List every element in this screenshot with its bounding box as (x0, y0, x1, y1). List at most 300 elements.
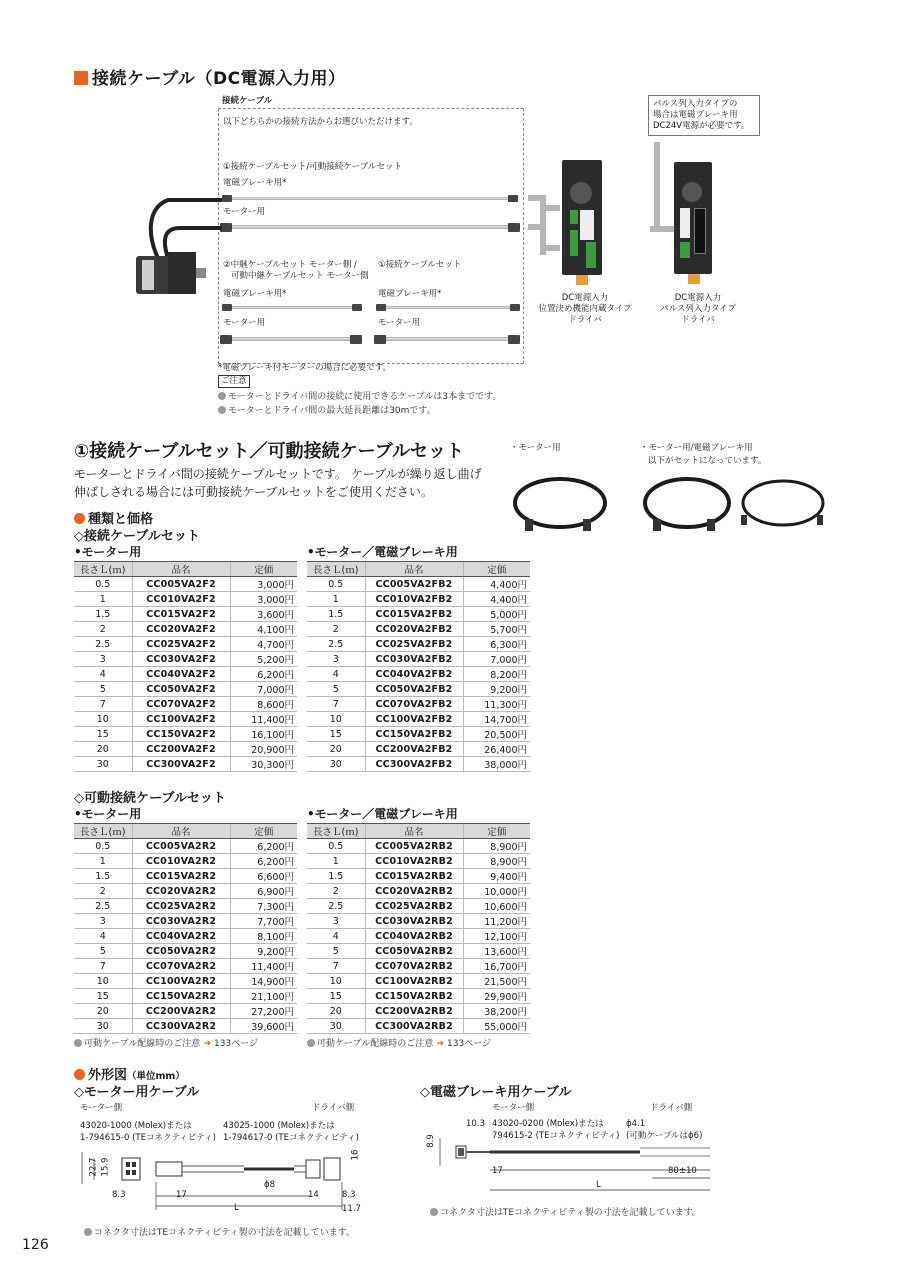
length-cell: 2 (74, 884, 132, 899)
box-intro: 以下どちらかの接続方法からお選びいただけます。 (223, 117, 418, 127)
price-cell: 4,700円 (230, 637, 297, 652)
table-row (74, 884, 297, 899)
table-row (74, 577, 297, 592)
product-name-cell: CC020VA2R2 (132, 884, 230, 899)
caution1: モーターとドライバ間の接続に使用できるケーブルは3本までです。 (218, 389, 501, 402)
length-cell: 20 (74, 1004, 132, 1019)
length-cell: 2.5 (307, 899, 365, 914)
note-te-right: コネクタ寸法はTEコネクティビティ製の寸法を記載しています。 (430, 1205, 701, 1218)
length-cell: 7 (74, 959, 132, 974)
product-name-cell: CC015VA2RB2 (365, 869, 463, 884)
opt3-motor-label: モーター用 (378, 318, 421, 328)
length-cell: 1 (307, 854, 365, 869)
table-row (74, 1019, 297, 1034)
page-ref-link[interactable]: 133ページ (447, 1039, 492, 1049)
table-row (307, 869, 530, 884)
price-cell: 5,000円 (463, 607, 530, 622)
table-row (307, 944, 530, 959)
column-header: 品名 (132, 824, 230, 839)
dim-14: 14 (308, 1190, 319, 1200)
length-cell: 1.5 (307, 607, 365, 622)
table-row (74, 1004, 297, 1019)
box-label: 接続ケーブル (222, 96, 273, 106)
dim-8-3-left: 8.3 (112, 1190, 126, 1200)
table-row (307, 682, 530, 697)
product-name-cell: CC100VA2FB2 (365, 712, 463, 727)
price-cell: 5,700円 (463, 622, 530, 637)
product-name-cell: CC200VA2FB2 (365, 742, 463, 757)
length-cell: 2.5 (74, 899, 132, 914)
product-name-cell: CC300VA2R2 (132, 1019, 230, 1034)
price-cell: 38,000円 (463, 757, 530, 772)
connector-icon (508, 195, 518, 202)
dim-11-7: 11.7 (342, 1204, 361, 1214)
price-cell: 30,300円 (230, 757, 297, 772)
option2-label-b: 可動中継ケーブルセット モーター側 (231, 271, 369, 281)
connector-icon (352, 304, 362, 311)
connector-icon (376, 304, 386, 311)
price-cell: 6,200円 (230, 854, 297, 869)
length-cell: 3 (74, 914, 132, 929)
price-cell: 21,500円 (463, 974, 530, 989)
length-cell: 7 (74, 697, 132, 712)
length-cell: 10 (74, 974, 132, 989)
opt3-motor-cable (380, 337, 516, 341)
price-cell: 10,600円 (463, 899, 530, 914)
length-cell: 2.5 (307, 637, 365, 652)
product-name-cell: CC050VA2FB2 (365, 682, 463, 697)
price-cell: 27,200円 (230, 1004, 297, 1019)
length-cell: 15 (74, 727, 132, 742)
price-cell: 16,700円 (463, 959, 530, 974)
product-name-cell: CC040VA2R2 (132, 929, 230, 944)
orange-dot-icon (74, 1069, 85, 1080)
product-name-cell: CC040VA2FB2 (365, 667, 463, 682)
table-row (307, 1019, 530, 1034)
table-row (74, 712, 297, 727)
table-row (74, 667, 297, 682)
photo2-caption-b: 以下がセットになっています。 (648, 456, 767, 466)
opt2-motor-label: モーター用 (223, 318, 266, 328)
length-cell: 4 (307, 929, 365, 944)
table-row (307, 989, 530, 1004)
price-cell: 10,000円 (463, 884, 530, 899)
price-cell: 4,400円 (463, 592, 530, 607)
table-row (307, 652, 530, 667)
length-cell: 2 (74, 622, 132, 637)
table-row (307, 884, 530, 899)
price-cell: 6,300円 (463, 637, 530, 652)
price-cell: 55,000円 (463, 1019, 530, 1034)
table-row (74, 592, 297, 607)
product-name-cell: CC040VA2RB2 (365, 929, 463, 944)
price-cell: 9,200円 (230, 944, 297, 959)
product-name-cell: CC200VA2RB2 (365, 1004, 463, 1019)
price-cell: 14,700円 (463, 712, 530, 727)
column-header: 定価 (463, 824, 530, 839)
length-cell: 0.5 (74, 577, 132, 592)
price-cell: 29,900円 (463, 989, 530, 1004)
column-header: 長さＬ(ｍ) (74, 562, 132, 577)
length-cell: 2.5 (74, 637, 132, 652)
motor-cable-title: ◇モーター用ケーブル (74, 1085, 200, 1100)
length-cell: 30 (74, 1019, 132, 1034)
option1-label: ①接続ケーブルセット/可動接続ケーブルセット (223, 162, 402, 172)
table-row (307, 667, 530, 682)
motor-cable-drawing (226, 225, 516, 229)
product-name-cell: CC020VA2F2 (132, 622, 230, 637)
table-header-row (74, 824, 297, 839)
movable-note-right: 可動ケーブル配線時のご注意 ➜ 133ページ (307, 1036, 491, 1049)
bullet-icon (218, 406, 226, 414)
bullet-icon (307, 1039, 315, 1047)
price-cell: 8,900円 (463, 854, 530, 869)
connect-line (540, 245, 560, 251)
motor-label: モーター用 (223, 207, 266, 217)
product-name-cell: CC010VA2F2 (132, 592, 230, 607)
table-row (74, 727, 297, 742)
b-phi: ϕ4.1 (626, 1119, 646, 1129)
connect-line (650, 226, 674, 232)
price-cell: 3,000円 (230, 577, 297, 592)
price-cell: 6,200円 (230, 839, 297, 854)
product-name-cell: CC015VA2FB2 (365, 607, 463, 622)
price-cell: 8,600円 (230, 697, 297, 712)
product-name-cell: CC150VA2FB2 (365, 727, 463, 742)
table-row (307, 607, 530, 622)
table-row (307, 742, 530, 757)
price-cell: 11,400円 (230, 712, 297, 727)
length-cell: 5 (74, 944, 132, 959)
m-conn-right-a: 43025-1000 (Molex)または (223, 1121, 335, 1131)
price-cell: 9,400円 (463, 869, 530, 884)
length-cell: 20 (74, 742, 132, 757)
length-cell: 10 (307, 712, 365, 727)
column-header: 長さＬ(ｍ) (74, 824, 132, 839)
price-cell: 6,600円 (230, 869, 297, 884)
mov-motor-table (74, 823, 297, 1034)
product-name-cell: CC150VA2F2 (132, 727, 230, 742)
price-cell: 16,100円 (230, 727, 297, 742)
table-row (74, 989, 297, 1004)
dim-8-9: 8.9 (425, 1134, 436, 1148)
caution-tag: ご注意 (218, 375, 250, 388)
table-row (307, 697, 530, 712)
price-cell: 3,600円 (230, 607, 297, 622)
movable-note-left: 可動ケーブル配線時のご注意 ➜ 133ページ (74, 1036, 258, 1049)
mount-tab (688, 274, 700, 284)
page-ref-link[interactable]: 133ページ (214, 1039, 259, 1049)
connect-line (540, 205, 560, 211)
dim-17: 17 (176, 1190, 187, 1200)
arrow-right-icon: ➜ (200, 1039, 215, 1049)
table-row (307, 637, 530, 652)
product-name-cell: CC200VA2F2 (132, 742, 230, 757)
m-conn-left-a: 43020-1000 (Molex)または (80, 1121, 192, 1131)
section2-title: ①接続ケーブルセット／可動接続ケーブルセット (74, 441, 464, 462)
price-cell: 11,200円 (463, 914, 530, 929)
table-row (307, 974, 530, 989)
length-cell: 30 (307, 1019, 365, 1034)
b-conn-a: 43020-0200 (Molex)または (492, 1119, 604, 1129)
opt3-brake-label: 電磁ブレーキ用* (378, 289, 442, 299)
price-cell: 6,200円 (230, 667, 297, 682)
product-name-cell: CC300VA2RB2 (365, 1019, 463, 1034)
option3-label: ①接続ケーブルセット (378, 260, 462, 270)
table-row (74, 607, 297, 622)
mount-tab (576, 275, 588, 285)
price-heading: 種類と価格 (74, 508, 153, 527)
table-row (307, 757, 530, 772)
price-cell: 7,000円 (230, 682, 297, 697)
length-cell: 15 (307, 727, 365, 742)
dim-10-3: 10.3 (466, 1119, 485, 1129)
product-name-cell: CC050VA2F2 (132, 682, 230, 697)
product-name-cell: CC300VA2FB2 (365, 757, 463, 772)
driver-side-label: ドライバ側 (312, 1103, 355, 1113)
price-cell: 21,100円 (230, 989, 297, 1004)
product-name-cell: CC200VA2R2 (132, 1004, 230, 1019)
dim-80: 80±10 (668, 1166, 697, 1176)
length-cell: 30 (307, 757, 365, 772)
dim-L-motor: L (234, 1203, 239, 1213)
price-cell: 5,200円 (230, 652, 297, 667)
arrow-right-icon: ➜ (433, 1039, 448, 1049)
b-driver-side-label: ドライバ側 (650, 1103, 693, 1113)
photo2-caption-a: ・モーター用/電磁ブレーキ用 (640, 443, 753, 453)
connector-icon (222, 304, 232, 311)
price-cell: 20,500円 (463, 727, 530, 742)
dim-22-7: 22.7 (88, 1157, 99, 1177)
price-cell: 11,400円 (230, 959, 297, 974)
driver-pulse-image (674, 162, 712, 274)
dim-16: 16 (350, 1149, 361, 1161)
table-row (74, 974, 297, 989)
opt2-brake-label: 電磁ブレーキ用* (223, 289, 287, 299)
brake-cable-drawing (226, 197, 516, 200)
table-row (307, 854, 530, 869)
section2-desc2: 伸ばしされる場合には可動接続ケーブルセットをご使用ください。 (74, 485, 433, 499)
table-header-row (307, 562, 530, 577)
brake-label: 電磁ブレーキ用* (223, 178, 287, 188)
product-name-cell: CC025VA2F2 (132, 637, 230, 652)
length-cell: 3 (307, 652, 365, 667)
table-row (307, 929, 530, 944)
product-name-cell: CC025VA2FB2 (365, 637, 463, 652)
connector-icon (374, 335, 386, 344)
length-cell: 0.5 (307, 577, 365, 592)
motor-side-label: モーター側 (80, 1103, 123, 1113)
length-cell: 3 (307, 914, 365, 929)
dim-L-brake: L (596, 1180, 601, 1190)
product-name-cell: CC100VA2F2 (132, 712, 230, 727)
mov-brake-table (307, 823, 530, 1034)
brake-cable-title: ◇電磁ブレーキ用ケーブル (420, 1085, 572, 1100)
connector-icon (508, 223, 520, 232)
b-conn-b: 794615-2 (TEコネクティビティ) (492, 1131, 620, 1141)
price-cell: 39,600円 (230, 1019, 297, 1034)
length-cell: 1.5 (74, 869, 132, 884)
product-name-cell: CC070VA2FB2 (365, 697, 463, 712)
length-cell: 10 (74, 712, 132, 727)
table-row (74, 682, 297, 697)
length-cell: 0.5 (74, 839, 132, 854)
table-row (74, 854, 297, 869)
table-row (74, 899, 297, 914)
set-motor-table (74, 561, 297, 772)
product-name-cell: CC010VA2R2 (132, 854, 230, 869)
product-name-cell: CC020VA2RB2 (365, 884, 463, 899)
price-cell: 4,400円 (463, 577, 530, 592)
length-cell: 20 (307, 742, 365, 757)
driver1-caption: DC電源入力 位置決め機能内蔵タイプ ドライバ (538, 293, 632, 326)
photo1-caption: ・モーター用 (510, 443, 561, 453)
price-cell: 8,100円 (230, 929, 297, 944)
price-cell: 26,400円 (463, 742, 530, 757)
dim-8-3-right: 8.3 (342, 1190, 356, 1200)
table-header-row (307, 824, 530, 839)
price-cell: 3,000円 (230, 592, 297, 607)
table-row (307, 1004, 530, 1019)
price-cell: 13,600円 (463, 944, 530, 959)
driver2-caption: DC電源入力 パルス列入力タイプ ドライバ (660, 293, 736, 326)
column-header: 長さＬ(ｍ) (307, 824, 365, 839)
length-cell: 15 (307, 989, 365, 1004)
length-cell: 7 (307, 959, 365, 974)
table-row (74, 742, 297, 757)
table-row (74, 622, 297, 637)
price-cell: 38,200円 (463, 1004, 530, 1019)
price-cell: 7,000円 (463, 652, 530, 667)
orange-square-icon (74, 71, 88, 85)
set-brake-table (307, 561, 530, 772)
table-row (74, 869, 297, 884)
product-name-cell: CC005VA2R2 (132, 839, 230, 854)
footnote: *電磁ブレーキ付モーターの場合に必要です。 (218, 363, 391, 373)
product-name-cell: CC030VA2F2 (132, 652, 230, 667)
m-conn-right-b: 1-794617-0 (TEコネクティビティ) (223, 1133, 359, 1143)
length-cell: 1 (307, 592, 365, 607)
cable-photos (505, 465, 835, 545)
product-name-cell: CC030VA2R2 (132, 914, 230, 929)
table-row (74, 914, 297, 929)
product-name-cell: CC010VA2FB2 (365, 592, 463, 607)
product-name-cell: CC050VA2R2 (132, 944, 230, 959)
length-cell: 20 (307, 1004, 365, 1019)
connector-icon (350, 335, 362, 344)
length-cell: 5 (74, 682, 132, 697)
length-cell: 5 (307, 682, 365, 697)
table-row (307, 712, 530, 727)
connector-icon (510, 304, 520, 311)
column-header: 長さＬ(ｍ) (307, 562, 365, 577)
motor-illustration (128, 188, 228, 298)
table-row (307, 839, 530, 854)
motor-cable-dimension-drawing (74, 1144, 374, 1216)
table-row (307, 899, 530, 914)
caution2: モーターとドライバ間の最大延長距離は30mです。 (218, 403, 436, 416)
movable-heading: ◇可動接続ケーブルセット (74, 791, 226, 806)
driver-positioning-image (562, 160, 602, 275)
table-row (307, 592, 530, 607)
orange-dot-icon (74, 513, 85, 524)
table-row (307, 577, 530, 592)
opt2-brake-cable (226, 306, 356, 309)
product-name-cell: CC070VA2F2 (132, 697, 230, 712)
column-header: 定価 (230, 562, 297, 577)
length-cell: 1.5 (307, 869, 365, 884)
note-te-left: コネクタ寸法はTEコネクティビティ製の寸法を記載しています。 (84, 1225, 355, 1238)
opt3-brake-cable (380, 306, 516, 309)
column-header: 定価 (463, 562, 530, 577)
length-cell: 10 (307, 974, 365, 989)
product-name-cell: CC005VA2FB2 (365, 577, 463, 592)
table-row (307, 622, 530, 637)
length-cell: 30 (74, 757, 132, 772)
mov-brake-title: •モーター／電磁ブレーキ用 (307, 807, 458, 821)
length-cell: 2 (307, 884, 365, 899)
product-name-cell: CC150VA2RB2 (365, 989, 463, 1004)
product-name-cell: CC020VA2FB2 (365, 622, 463, 637)
bullet-icon (218, 392, 226, 400)
product-name-cell: CC100VA2RB2 (365, 974, 463, 989)
page-number: 126 (22, 1237, 49, 1253)
product-name-cell: CC015VA2R2 (132, 869, 230, 884)
product-name-cell: CC300VA2F2 (132, 757, 230, 772)
table-row (74, 959, 297, 974)
column-header: 品名 (132, 562, 230, 577)
column-header: 品名 (365, 824, 463, 839)
bullet-icon (84, 1228, 92, 1236)
price-cell: 12,100円 (463, 929, 530, 944)
price-cell: 6,900円 (230, 884, 297, 899)
product-name-cell: CC025VA2RB2 (365, 899, 463, 914)
column-header: 定価 (230, 824, 297, 839)
product-name-cell: CC040VA2F2 (132, 667, 230, 682)
price-cell: 11,300円 (463, 697, 530, 712)
length-cell: 1 (74, 592, 132, 607)
price-cell: 8,200円 (463, 667, 530, 682)
dim-17-b: 17 (492, 1166, 503, 1176)
connect-line (654, 142, 660, 232)
brake-cable-dimension-drawing (420, 1128, 720, 1200)
price-cell: 4,100円 (230, 622, 297, 637)
length-cell: 15 (74, 989, 132, 1004)
set-brake-title: •モーター／電磁ブレーキ用 (307, 545, 458, 559)
table-row (307, 727, 530, 742)
product-name-cell: CC150VA2R2 (132, 989, 230, 1004)
table-header-row (74, 562, 297, 577)
table-row (307, 959, 530, 974)
price-cell: 14,900円 (230, 974, 297, 989)
length-cell: 4 (74, 667, 132, 682)
table-row (307, 914, 530, 929)
product-name-cell: CC005VA2RB2 (365, 839, 463, 854)
length-cell: 5 (307, 944, 365, 959)
connector-icon (220, 335, 232, 344)
option2-label-a: ②中継ケーブルセット モーター側 / (223, 260, 357, 270)
table-row (74, 652, 297, 667)
table-row (74, 697, 297, 712)
length-cell: 2 (307, 622, 365, 637)
table-row (74, 929, 297, 944)
product-name-cell: CC070VA2RB2 (365, 959, 463, 974)
length-cell: 0.5 (307, 839, 365, 854)
pulse-note-box: パルス列入力タイプの 場合は電磁ブレーキ用 DC24V電源が必要です。 (648, 95, 760, 136)
table-row (74, 757, 297, 772)
product-name-cell: CC015VA2F2 (132, 607, 230, 622)
price-cell: 8,900円 (463, 839, 530, 854)
